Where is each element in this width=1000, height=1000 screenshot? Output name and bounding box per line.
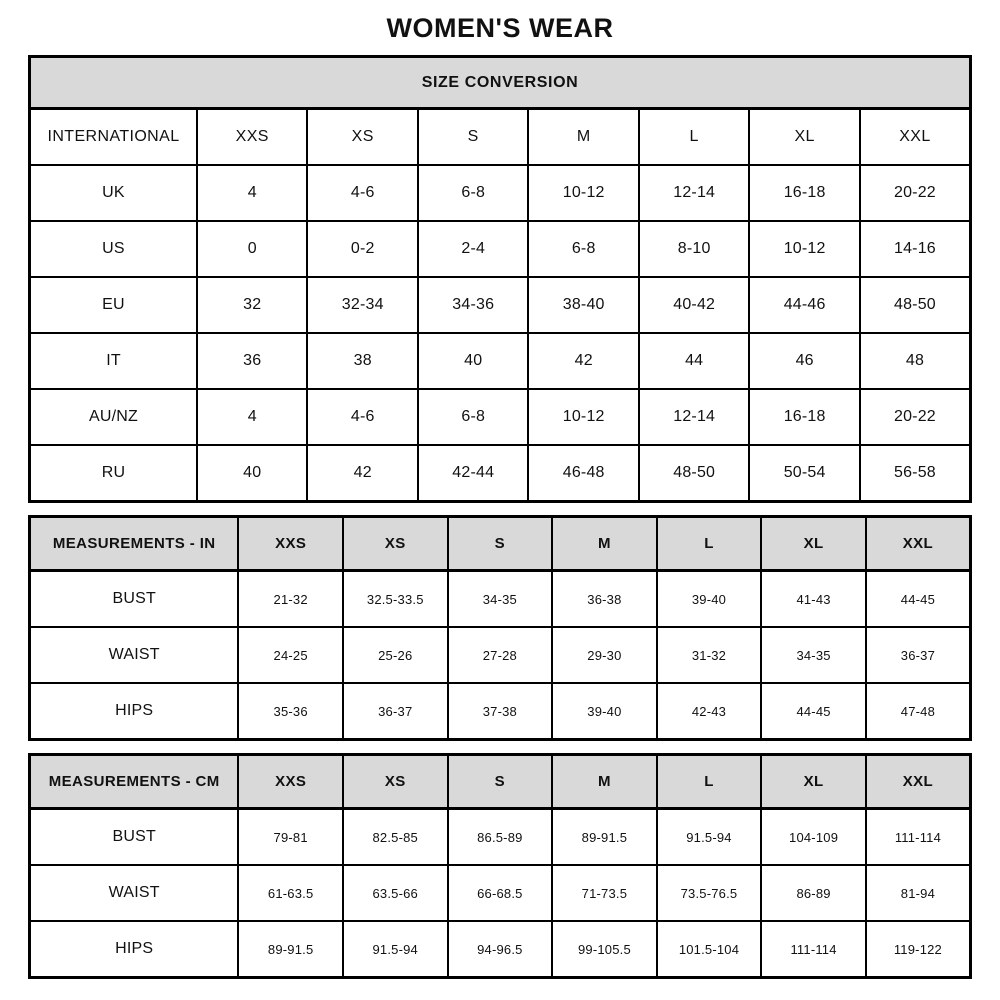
- value-cell: 91.5-94: [343, 921, 448, 978]
- value-cell: 111-114: [761, 921, 866, 978]
- size-header-row: [30, 755, 971, 809]
- table-row: [30, 389, 971, 445]
- value-cell: 24-25: [238, 627, 343, 683]
- table-row: [30, 809, 971, 866]
- size-column-header: L: [657, 517, 762, 571]
- value-cell: 36-37: [343, 683, 448, 740]
- value-cell: 34-36: [418, 277, 528, 333]
- value-cell: 32: [197, 277, 307, 333]
- value-cell: 48-50: [860, 277, 971, 333]
- table-row: [30, 921, 971, 978]
- value-cell: 47-48: [866, 683, 971, 740]
- value-cell: 35-36: [238, 683, 343, 740]
- value-cell: 16-18: [749, 389, 859, 445]
- size-column-header: M: [528, 109, 638, 166]
- value-cell: 4: [197, 389, 307, 445]
- size-column-header: M: [552, 755, 657, 809]
- value-cell: 6-8: [418, 165, 528, 221]
- size-column-header: XXS: [238, 755, 343, 809]
- value-cell: 79-81: [238, 809, 343, 866]
- value-cell: 42: [307, 445, 417, 502]
- table-row: [30, 865, 971, 921]
- value-cell: 27-28: [448, 627, 553, 683]
- size-column-header: XL: [761, 755, 866, 809]
- value-cell: 63.5-66: [343, 865, 448, 921]
- value-cell: 81-94: [866, 865, 971, 921]
- size-header-row: [30, 109, 971, 166]
- row-label: BUST: [30, 809, 239, 866]
- value-cell: 40: [197, 445, 307, 502]
- value-cell: 40: [418, 333, 528, 389]
- row-label: US: [30, 221, 198, 277]
- value-cell: 119-122: [866, 921, 971, 978]
- value-cell: 20-22: [860, 165, 971, 221]
- value-cell: 46: [749, 333, 859, 389]
- size-column-header: M: [552, 517, 657, 571]
- table-row: [30, 333, 971, 389]
- table-row: [30, 165, 971, 221]
- value-cell: 66-68.5: [448, 865, 553, 921]
- size-column-header: S: [448, 517, 553, 571]
- value-cell: 44-45: [866, 571, 971, 628]
- row-header-label: INTERNATIONAL: [30, 109, 198, 166]
- size-header-row: [30, 517, 971, 571]
- value-cell: 21-32: [238, 571, 343, 628]
- size-column-header: XXL: [860, 109, 971, 166]
- measurements-in-table: [28, 515, 972, 741]
- table-row: [30, 445, 971, 502]
- table-row: [30, 221, 971, 277]
- tables-container: [28, 55, 972, 979]
- value-cell: 16-18: [749, 165, 859, 221]
- row-label: BUST: [30, 571, 239, 628]
- value-cell: 39-40: [552, 683, 657, 740]
- table-row: [30, 571, 971, 628]
- value-cell: 4-6: [307, 165, 417, 221]
- size-column-header: S: [418, 109, 528, 166]
- row-label: EU: [30, 277, 198, 333]
- size-column-header: XXL: [866, 755, 971, 809]
- size-column-header: XS: [343, 517, 448, 571]
- value-cell: 94-96.5: [448, 921, 553, 978]
- value-cell: 111-114: [866, 809, 971, 866]
- value-cell: 14-16: [860, 221, 971, 277]
- size-column-header: XS: [307, 109, 417, 166]
- value-cell: 56-58: [860, 445, 971, 502]
- value-cell: 6-8: [528, 221, 638, 277]
- value-cell: 8-10: [639, 221, 749, 277]
- size-column-header: XL: [749, 109, 859, 166]
- value-cell: 42-43: [657, 683, 762, 740]
- value-cell: 61-63.5: [238, 865, 343, 921]
- size-column-header: XXS: [238, 517, 343, 571]
- measurements-cm-table: [28, 753, 972, 979]
- row-label: WAIST: [30, 865, 239, 921]
- value-cell: 10-12: [528, 165, 638, 221]
- row-header-label: MEASUREMENTS - IN: [30, 517, 239, 571]
- value-cell: 38: [307, 333, 417, 389]
- value-cell: 82.5-85: [343, 809, 448, 866]
- value-cell: 12-14: [639, 165, 749, 221]
- row-label: RU: [30, 445, 198, 502]
- value-cell: 0-2: [307, 221, 417, 277]
- size-column-header: XXS: [197, 109, 307, 166]
- value-cell: 37-38: [448, 683, 553, 740]
- value-cell: 41-43: [761, 571, 866, 628]
- value-cell: 34-35: [448, 571, 553, 628]
- value-cell: 4-6: [307, 389, 417, 445]
- value-cell: 48: [860, 333, 971, 389]
- value-cell: 86.5-89: [448, 809, 553, 866]
- value-cell: 36-38: [552, 571, 657, 628]
- value-cell: 34-35: [761, 627, 866, 683]
- value-cell: 42-44: [418, 445, 528, 502]
- table-row: [30, 277, 971, 333]
- row-label: HIPS: [30, 683, 239, 740]
- value-cell: 2-4: [418, 221, 528, 277]
- size-column-header: L: [657, 755, 762, 809]
- table-row: [30, 683, 971, 740]
- value-cell: 25-26: [343, 627, 448, 683]
- value-cell: 6-8: [418, 389, 528, 445]
- size-conversion-table: [28, 55, 972, 503]
- row-label: WAIST: [30, 627, 239, 683]
- value-cell: 89-91.5: [238, 921, 343, 978]
- value-cell: 36: [197, 333, 307, 389]
- value-cell: 50-54: [749, 445, 859, 502]
- value-cell: 32-34: [307, 277, 417, 333]
- size-column-header: XL: [761, 517, 866, 571]
- value-cell: 91.5-94: [657, 809, 762, 866]
- value-cell: 71-73.5: [552, 865, 657, 921]
- value-cell: 0: [197, 221, 307, 277]
- value-cell: 99-105.5: [552, 921, 657, 978]
- value-cell: 38-40: [528, 277, 638, 333]
- table-banner-row: [30, 57, 971, 109]
- value-cell: 20-22: [860, 389, 971, 445]
- value-cell: 32.5-33.5: [343, 571, 448, 628]
- row-label: AU/NZ: [30, 389, 198, 445]
- value-cell: 36-37: [866, 627, 971, 683]
- value-cell: 101.5-104: [657, 921, 762, 978]
- value-cell: 39-40: [657, 571, 762, 628]
- value-cell: 104-109: [761, 809, 866, 866]
- size-column-header: XS: [343, 755, 448, 809]
- value-cell: 73.5-76.5: [657, 865, 762, 921]
- table-row: [30, 627, 971, 683]
- value-cell: 4: [197, 165, 307, 221]
- row-header-label: MEASUREMENTS - CM: [30, 755, 239, 809]
- value-cell: 86-89: [761, 865, 866, 921]
- value-cell: 29-30: [552, 627, 657, 683]
- value-cell: 48-50: [639, 445, 749, 502]
- value-cell: 12-14: [639, 389, 749, 445]
- row-label: IT: [30, 333, 198, 389]
- value-cell: 44: [639, 333, 749, 389]
- size-column-header: S: [448, 755, 553, 809]
- size-column-header: L: [639, 109, 749, 166]
- value-cell: 31-32: [657, 627, 762, 683]
- value-cell: 42: [528, 333, 638, 389]
- value-cell: 40-42: [639, 277, 749, 333]
- value-cell: 44-45: [761, 683, 866, 740]
- value-cell: 89-91.5: [552, 809, 657, 866]
- size-column-header: XXL: [866, 517, 971, 571]
- size-conversion-banner: SIZE CONVERSION: [30, 57, 971, 109]
- value-cell: 46-48: [528, 445, 638, 502]
- value-cell: 44-46: [749, 277, 859, 333]
- row-label: HIPS: [30, 921, 239, 978]
- page-title: WOMEN'S WEAR: [386, 13, 614, 43]
- value-cell: 10-12: [528, 389, 638, 445]
- value-cell: 10-12: [749, 221, 859, 277]
- row-label: UK: [30, 165, 198, 221]
